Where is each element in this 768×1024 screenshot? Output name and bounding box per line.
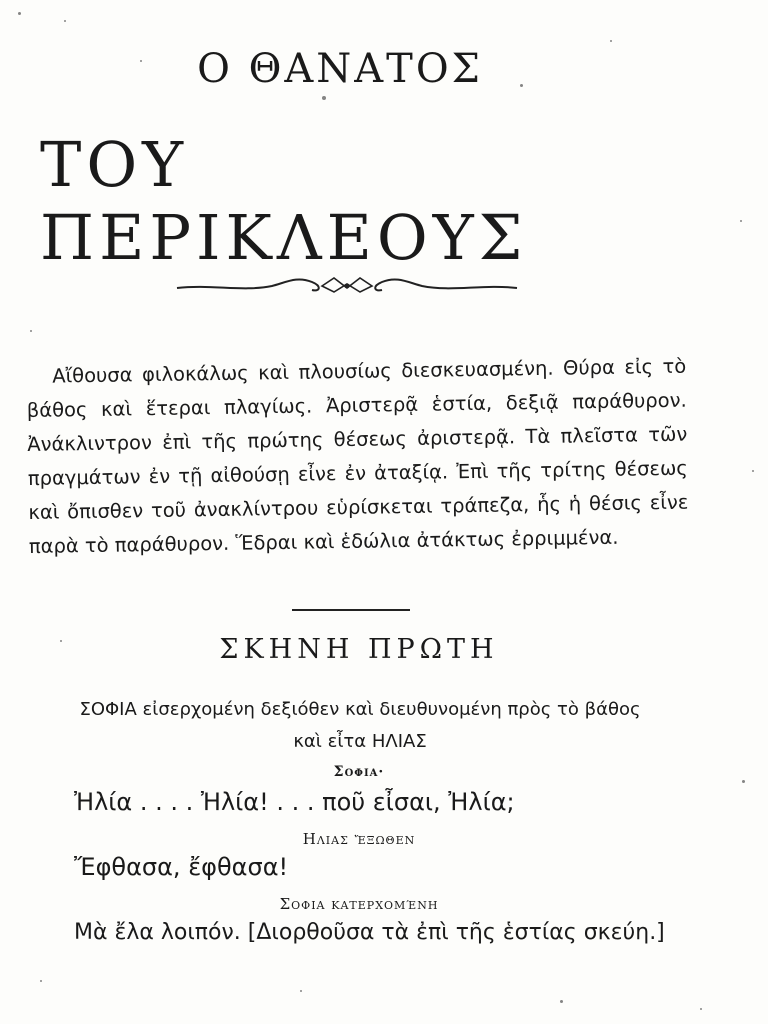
scan-speck [30,330,32,332]
scene-title: ΣΚΗΝΗ ΠΡΩΤΗ [219,634,499,665]
scan-speck [752,470,754,472]
title-line-2: ΤΟΥ ΠΕΡΙΚΛΕΟΥΣ [40,128,528,274]
scene-direction [20,694,700,758]
dialogue-line: Μὰ ἔλα λοιπόν. [Διορθοῦσα τὰ ἐπὶ τῆς ἑστίας σκεύη.] [74,920,665,945]
scan-speck [610,40,612,42]
scan-speck [18,12,21,15]
scan-speck [322,96,326,100]
title-line-1: Ο ΘΑΝΑΤΟΣ [197,46,483,92]
speaker-name: Ηλιας ἔξωθεν [302,830,416,848]
scene-direction-line-2: καὶ εἶτα ΗΛΙΑΣ [293,731,427,752]
scan-speck [40,980,42,982]
stage-direction: Αἴθουσα φιλοκάλως καὶ πλουσίως διεσκευασμένη. Θύρα εἰς τὸ βάθος καὶ ἕτεραι πλαγίως. Ἀριστερᾷ ἑστία, δεξιᾷ παράθυρον. Ἀνάκλιντρον ἐπὶ τῆς πρώτης θέσεως ἀριστερᾷ. Τὰ πλεῖστα τῶν πραγμάτων ἐν τῇ αἰθούσῃ εἶνε ἐν ἀταξίᾳ. Ἐπὶ τῆς τρίτης θέσεως καὶ ὄπισθεν τοῦ ἀνακλίντρου εὑρίσκεται τράπεζα, ἧς ἡ θέσις εἶνε παρὰ τὸ παράθυρον. Ἕδραι καὶ ἑδώλια ἀτάκτως ἐρριμμένα. [26,354,689,558]
scan-speck [740,220,742,222]
scene-direction-line-1: ΣΟΦΙΑ εἰσερχομένη δεξιόθεν καὶ διευθυνομένη πρὸς τὸ βάθος [79,699,641,720]
speaker-name: Σοφια κατερχομένη [279,895,439,913]
scan-speck [560,1000,563,1003]
scan-speck [64,20,66,22]
speaker-name: Σοφια· [333,764,385,780]
scan-speck [700,1008,702,1010]
scan-speck [300,990,302,992]
dialogue-line: Ἔφθασα, ἔφθασα! [74,853,289,881]
decorative-flourish-icon [172,266,522,306]
divider-rule [292,609,410,611]
scan-speck [742,780,745,783]
dialogue-line: Ἠλία . . . . Ἠλία! . . . ποῦ εἶσαι, Ἠλία; [74,788,515,816]
